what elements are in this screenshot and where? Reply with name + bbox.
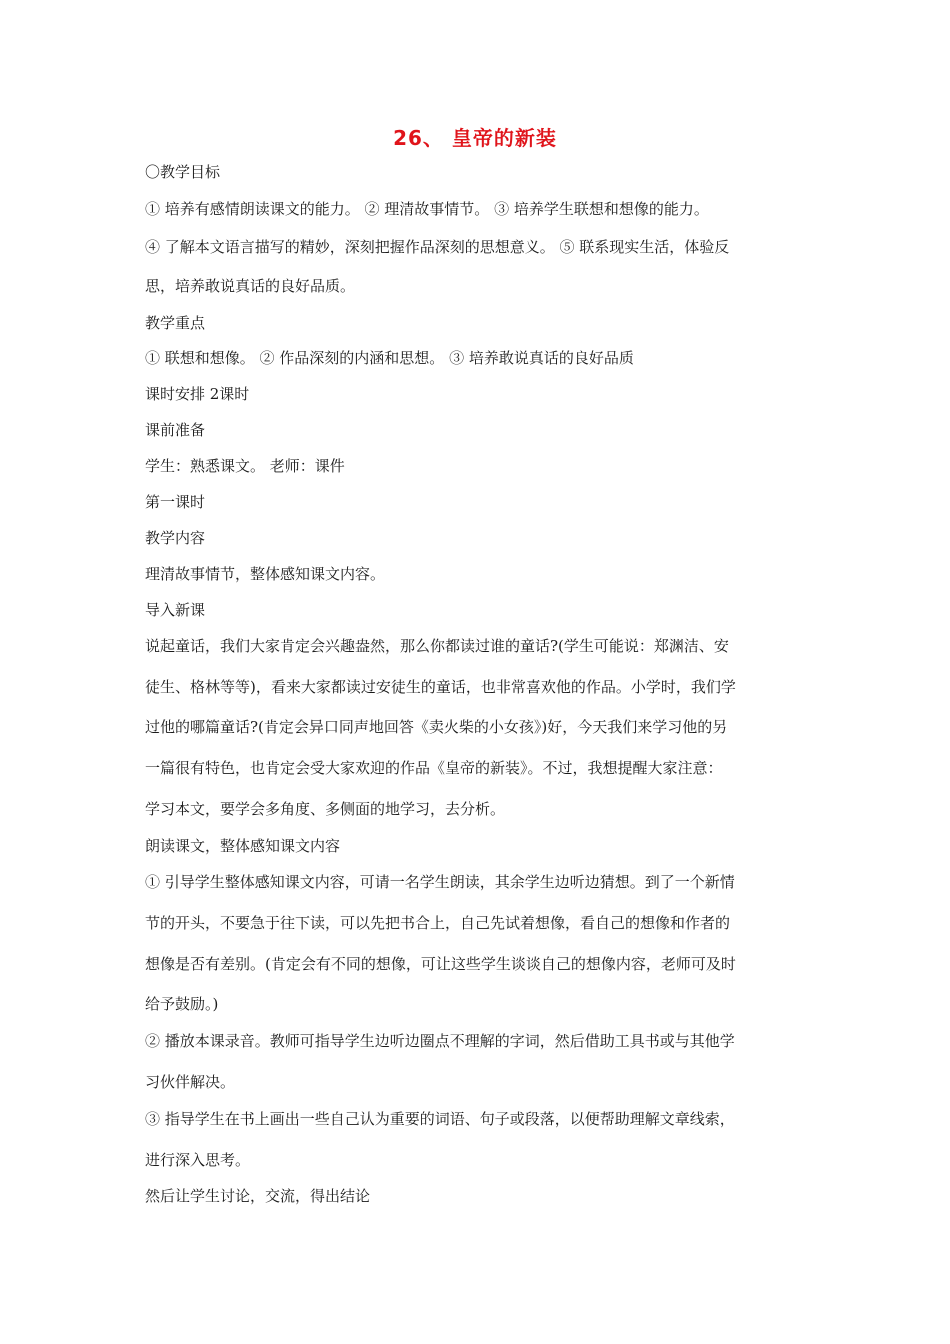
text-line: 一篇很有特色，也肯定会受大家欢迎的作品《皇帝的新装》。不过，我想提醒大家注意： [145,759,723,777]
page-title: 26、 皇帝的新装 [393,126,557,150]
section-heading-objectives: 〇教学目标 [145,163,221,181]
text-line: ④ 了解本文语言描写的精妙，深刻把握作品深刻的思想意义。 ⑤ 联系现实生活，体验反 [145,238,730,256]
text-line: 说起童话，我们大家肯定会兴趣盎然，那么你都读过谁的童话?(学生可能说：郑渊洁、安 [145,637,729,655]
text-line: 节的开头，不要急于往下读，可以先把书合上，自己先试着想像，看自己的想像和作者的 [145,914,731,932]
section-heading-introduction: 导入新课 [145,601,206,619]
section-heading-key-points: 教学重点 [145,314,206,332]
text-line: 过他的哪篇童话?(肯定会异口同声地回答《卖火柴的小女孩》)好，今天我们来学习他的另 [145,718,728,736]
text-line: 学习本文，要学会多角度、多侧面的地学习，去分析。 [145,800,506,818]
text-line: ① 引导学生整体感知课文内容，可请一名学生朗读，其余学生边听边猜想。到了一个新情 [145,873,735,891]
section-heading-preparation: 课前准备 [145,421,206,439]
text-line: 徒生、格林等等)，看来大家都读过安徒生的童话，也非常喜欢他的作品。小学时，我们学 [145,678,736,696]
text-line: 思，培养敢说真话的良好品质。 [145,277,356,295]
text-line: 进行深入思考。 [145,1151,251,1169]
text-line: 学生：熟悉课文。 老师：课件 [145,457,345,475]
section-heading-first-lesson: 第一课时 [145,493,206,511]
text-line: ① 联想和想像。 ② 作品深刻的内涵和思想。 ③ 培养敢说真话的良好品质 [145,349,634,367]
text-line: ① 培养有感情朗读课文的能力。 ② 理清故事情节。 ③ 培养学生联想和想像的能力。 [145,200,709,218]
text-line: 给予鼓励。) [145,995,219,1013]
text-line: 然后让学生讨论，交流，得出结论 [145,1187,371,1205]
section-heading-schedule: 课时安排 2课时 [145,385,250,403]
section-heading-reading: 朗读课文，整体感知课文内容 [145,837,341,855]
text-line: 想像是否有差别。(肯定会有不同的想像，可让这些学生谈谈自己的想像内容，老师可及时 [145,955,736,973]
section-heading-content: 教学内容 [145,529,206,547]
text-line: 理清故事情节，整体感知课文内容。 [145,565,386,583]
text-line: ② 播放本课录音。教师可指导学生边听边圈点不理解的字词，然后借助工具书或与其他学 [145,1032,735,1050]
text-line: 习伙伴解决。 [145,1073,236,1091]
text-line: ③ 指导学生在书上画出一些自己认为重要的词语、句子或段落，以便帮助理解文章线索， [145,1110,735,1128]
